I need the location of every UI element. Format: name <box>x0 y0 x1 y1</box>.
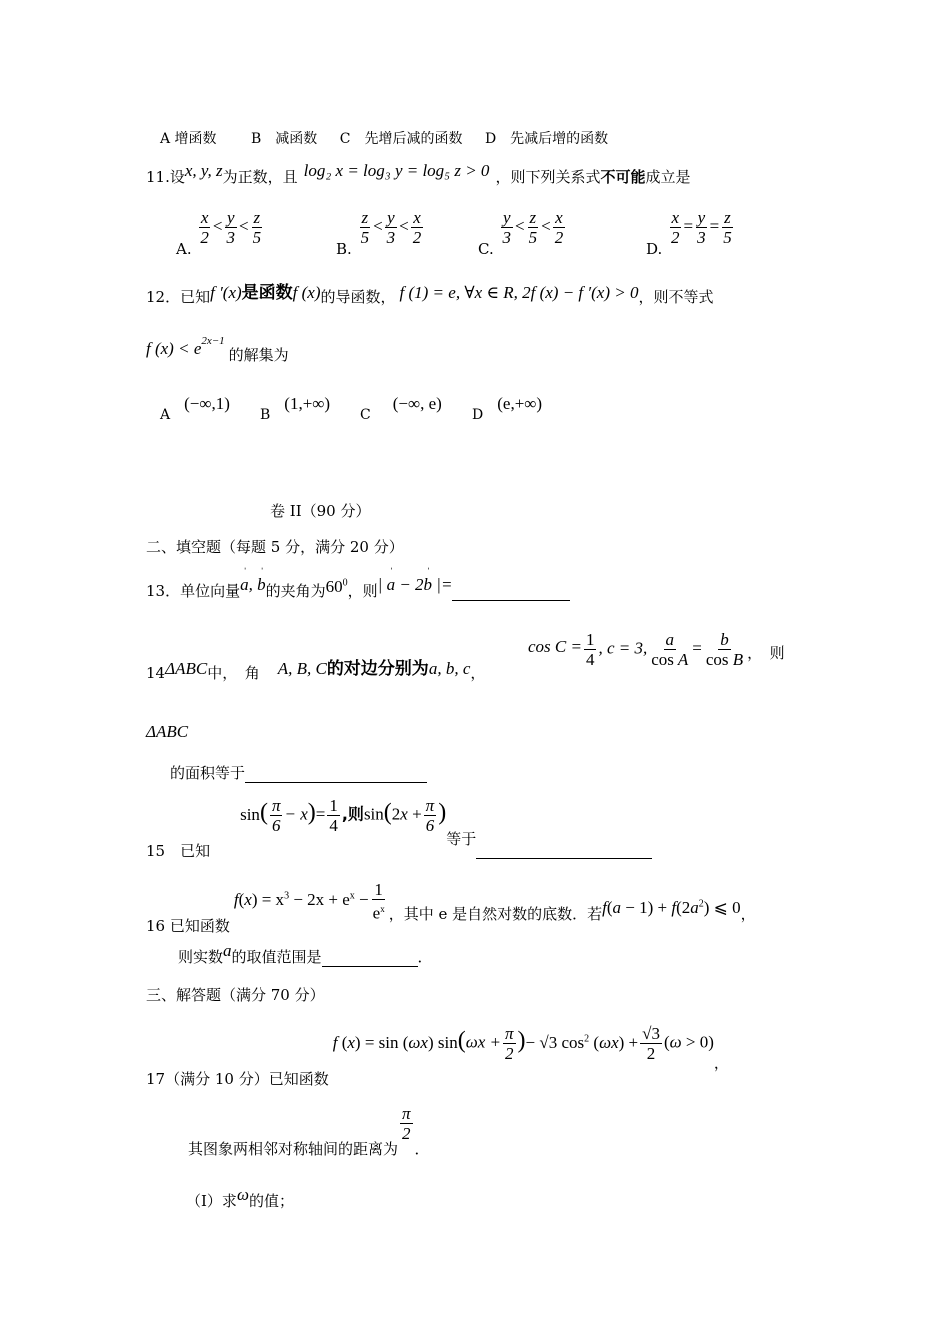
section2-heading: 二、填空题（每题 5 分，满分 20 分） <box>146 538 404 556</box>
q11-option-d: D. $\frac{x}{2}$ = $\frac{y}{3}$ = $\frac{z}{5}$ <box>646 208 732 258</box>
q16-answer-blank[interactable] <box>322 948 418 967</box>
q12-option-a: A(−∞,1) <box>160 394 230 423</box>
q12-stem: 12．已知f ′(x)是函数f (x)的导函数， f (1) = e, ∀x ∈ R, 2f (x) − f ′(x) > 0，则不等式 <box>146 283 714 306</box>
q11-stem: 11.设x, y, z为正数，且 log₂ x = log₃ y = log₅ z > 0 ，则下列关系式不可能成立是 <box>146 161 691 186</box>
q11-option-b: B. $\frac{z}{5}$ < $\frac{y}{3}$ < $\frac{x}{2}$ <box>336 208 422 258</box>
q14-answer-blank[interactable] <box>245 764 427 783</box>
q14-condition: cos C = $\frac{1}{4}$ , c = 3, $\frac{a}{\text{cos A}}$ = $\frac{b}{\text{cos B}}$ ， 则 <box>528 630 785 669</box>
q11-option-c: C. $\frac{y}{3}$ < $\frac{z}{5}$ < $\frac{x}{2}$ <box>478 208 564 258</box>
q12-option-b: B(1,+∞) <box>260 394 331 423</box>
q13-expression: | ˈ a − 2ˈ b |= <box>378 575 453 594</box>
q17-line2: 其图象两相邻对称轴间的距离为 $\frac{\pi}{2}$ ． <box>188 1104 430 1158</box>
q12-inequality: f $(x) < e^{2x-1}$的解集为 <box>146 335 289 364</box>
q14-stem: 14ΔABC中， 角 A, B, C的对边分别为a, b, c， <box>146 659 486 682</box>
q16-stem: 16 已知函数$f(x) = x^3 - 2x + e^x$ − $\frac{1}{e^x}$ ，其中 e 是自然对数的底数．若$f(a - 1) + f(2a^2)$ ⩽ 0， <box>146 880 756 936</box>
q14-area: 的面积等于 <box>170 762 427 783</box>
q10-option-a: A 增函数 <box>160 131 217 147</box>
q10-option-b: B 减函数 <box>251 131 318 147</box>
q13-stem: 13．单位向量ˈ a, ˈ b的夹角为$60^0$，则| ˈ a − 2ˈ b |= <box>146 580 570 601</box>
q10-options <box>160 128 608 148</box>
q11-option-a: A. $\frac{x}{2}$ < $\frac{y}{3}$ < $\frac{z}{5}$ <box>176 208 262 258</box>
part2-title: 卷 II（90 分） <box>270 502 371 520</box>
q17-line3: （Ⅰ）求ω的值； <box>186 1185 294 1210</box>
q16-line2: 则实数a的取值范围是 ． <box>178 941 433 966</box>
section3-heading: 三、解答题（满分 70 分） <box>146 986 325 1004</box>
q11-vars: x, y, z <box>184 161 223 180</box>
q12-option-d: D(e,+∞) <box>472 394 543 423</box>
q13-answer-blank[interactable] <box>452 582 570 601</box>
q15-stem: 15 已知sin( $\frac{\pi}{6}$ − x)= $\frac{1}{4}$ ,则sin(2x + $\frac{\pi}{6}$ )等于 <box>146 796 652 835</box>
q11-condition: log₂ x = log₃ y = log₅ z > 0 <box>303 161 490 180</box>
q10-option-d: D 先减后增的函数 <box>484 131 609 147</box>
q11-emphasis: 不可能 <box>600 168 646 186</box>
q17-stem: 17（满分 10 分）已知函数f (x) = sin (ωx) sin(ωx + $\frac{\pi}{2}$ )− √3 $\cos^2 (\omega x)$ + $\frac{√3}{2}$ (ω > 0)， <box>146 1024 729 1088</box>
q10-option-c: C 先增后减的函数 <box>339 131 463 147</box>
q14-triangle: ΔABC <box>146 722 189 741</box>
q12-option-c: C(−∞, e) <box>360 394 442 423</box>
q12-condition: f (1) = e, ∀x ∈ R, 2f (x) − f ′(x) > 0 <box>399 283 639 302</box>
q15-answer-blank[interactable] <box>476 840 652 859</box>
q16-condition: $f(a - 1) + f(2a^2)$ ⩽ 0 <box>602 898 741 918</box>
